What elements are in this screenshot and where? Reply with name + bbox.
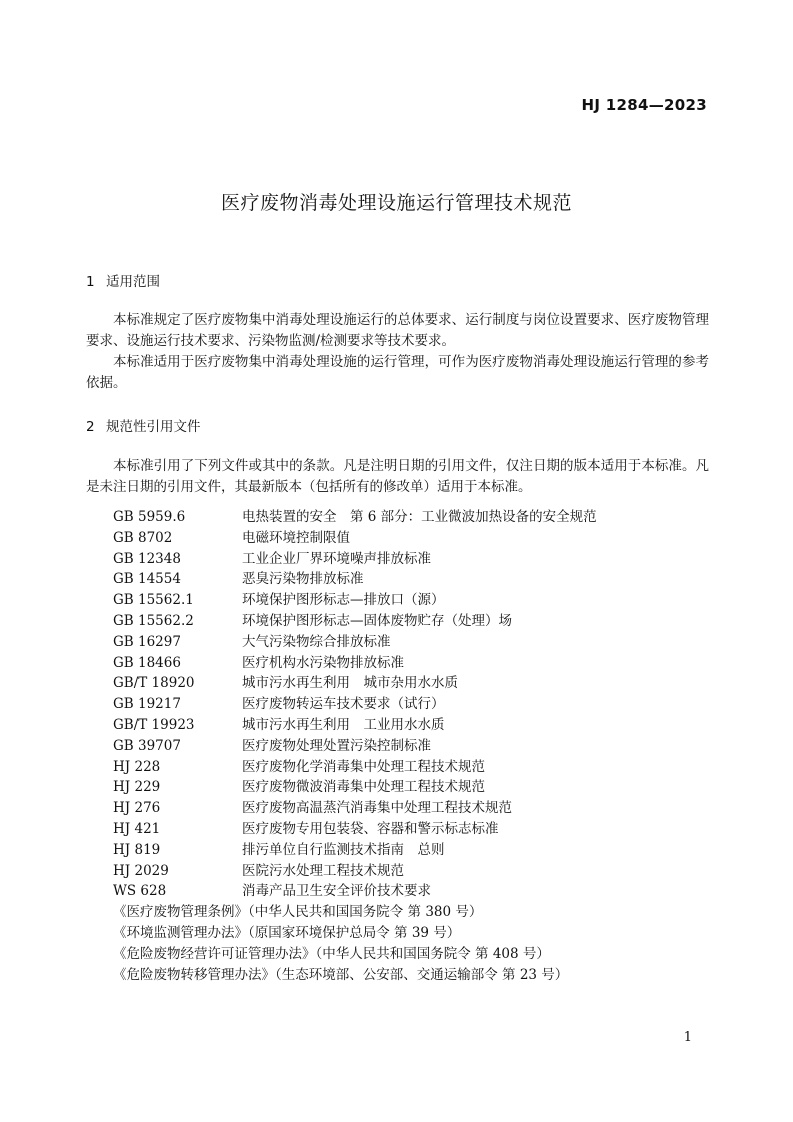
reference-row <box>113 757 713 778</box>
reference-row <box>113 653 713 674</box>
reference-row <box>113 549 713 570</box>
reference-row <box>113 798 713 819</box>
section-2-intro: 本标准引用了下列文件或其中的条款。凡是注明日期的引用文件，仅注日期的版本适用于本标准。凡是未注日期的引用文件，其最新版本（包括所有的修改单）适用于本标准。 <box>86 458 709 495</box>
reference-title: 医疗废物微波消毒集中处理工程技术规范 <box>242 779 485 796</box>
reference-title: 城市污水再生利用 工业用水水质 <box>242 716 445 733</box>
reference-row <box>113 694 713 715</box>
reference-code: GB/T 18920 <box>113 675 195 692</box>
regulation-row: 《环境监测管理办法》（原国家环境保护总局令 第 39 号） <box>113 924 461 941</box>
reference-row <box>113 881 713 902</box>
reference-row <box>113 715 713 736</box>
page-number: 1 <box>683 1030 692 1045</box>
reference-code: GB 16297 <box>113 633 181 650</box>
regulation-row: 《危险废物转移管理办法》（生态环境部、公安部、交通运输部令 第 23 号） <box>113 966 569 983</box>
regulation-row: 《医疗废物管理条例》（中华人民共和国国务院令 第 380 号） <box>113 904 483 921</box>
reference-code: WS 628 <box>113 883 167 900</box>
reference-title: 电热装置的安全 第 6 部分：工业微波加热设备的安全规范 <box>242 509 597 525</box>
reference-title: 环境保护图形标志—排放口（源） <box>242 592 445 609</box>
reference-title: 工业企业厂界环境噪声排放标准 <box>242 550 431 567</box>
reference-code: HJ 819 <box>113 841 161 858</box>
reference-title: 排污单位自行监测技术指南 总则 <box>242 841 445 858</box>
reference-code: GB 14554 <box>113 571 181 588</box>
reference-row <box>113 673 713 694</box>
reference-code: HJ 421 <box>113 820 161 837</box>
reference-code: GB 8702 <box>113 529 173 546</box>
reference-row <box>113 819 713 840</box>
document-title: 医疗废物消毒处理设施运行管理技术规范 <box>220 192 572 214</box>
reference-code: GB 5959.6 <box>113 509 186 525</box>
reference-title: 医疗废物转运车技术要求（试行） <box>242 696 445 713</box>
reference-title: 城市污水再生利用 城市杂用水水质 <box>242 675 458 692</box>
reference-code: GB 15562.2 <box>113 612 194 629</box>
reference-row <box>113 861 713 882</box>
reference-title: 医院污水处理工程技术规范 <box>242 862 404 879</box>
reference-title: 医疗废物专用包装袋、容器和警示标志标准 <box>242 820 499 837</box>
reference-code: HJ 276 <box>113 800 161 817</box>
reference-title: 恶臭污染物排放标准 <box>242 571 364 588</box>
section-2-number: 2 <box>86 419 95 435</box>
reference-row <box>113 840 713 861</box>
reference-row <box>113 569 713 590</box>
reference-code: GB 15562.1 <box>113 592 194 609</box>
reference-title: 医疗废物处理处置污染控制标准 <box>242 737 431 754</box>
reference-title: 大气污染物综合排放标准 <box>242 633 391 650</box>
section-1-paragraph-2: 本标准适用于医疗废物集中消毒处理设施的运行管理，可作为医疗废物消毒处理设施运行管理的参考依据。 <box>86 354 709 391</box>
reference-row <box>113 590 713 611</box>
reference-title: 医疗废物高温蒸汽消毒集中处理工程技术规范 <box>242 800 512 817</box>
reference-title: 消毒产品卫生安全评价技术要求 <box>242 883 431 900</box>
section-1-title: 适用范围 <box>106 274 160 290</box>
regulation-row: 《危险废物经营许可证管理办法》（中华人民共和国国务院令 第 408 号） <box>113 945 550 962</box>
reference-code: GB 18466 <box>113 654 181 671</box>
reference-title: 医疗机构水污染物排放标准 <box>242 654 404 671</box>
reference-list <box>113 507 713 985</box>
reference-title: 电磁环境控制限值 <box>242 529 350 546</box>
reference-code: GB 12348 <box>113 550 181 567</box>
reference-row <box>113 611 713 632</box>
reference-code: GB/T 19923 <box>113 716 195 733</box>
section-2-heading <box>86 415 201 435</box>
section-2-title: 规范性引用文件 <box>106 419 201 435</box>
reference-code: HJ 229 <box>113 779 161 796</box>
reference-row <box>113 507 713 528</box>
reference-code: HJ 228 <box>113 758 161 775</box>
reference-code: HJ 2029 <box>113 862 169 879</box>
reference-row <box>113 528 713 549</box>
reference-code: GB 39707 <box>113 737 181 754</box>
section-1-heading <box>86 270 160 290</box>
section-1-number: 1 <box>86 274 95 290</box>
reference-title: 医疗废物化学消毒集中处理工程技术规范 <box>242 758 485 775</box>
reference-code: GB 19217 <box>113 696 181 713</box>
reference-row <box>113 777 713 798</box>
reference-row <box>113 632 713 653</box>
standard-number: HJ 1284—2023 <box>581 96 707 114</box>
reference-row <box>113 736 713 757</box>
section-1-paragraph-1: 本标准规定了医疗废物集中消毒处理设施运行的总体要求、运行制度与岗位设置要求、医疗废物管理要求、设施运行技术要求、污染物监测/检测要求等技术要求。 <box>86 312 709 349</box>
reference-title: 环境保护图形标志—固体废物贮存（处理）场 <box>242 612 512 629</box>
